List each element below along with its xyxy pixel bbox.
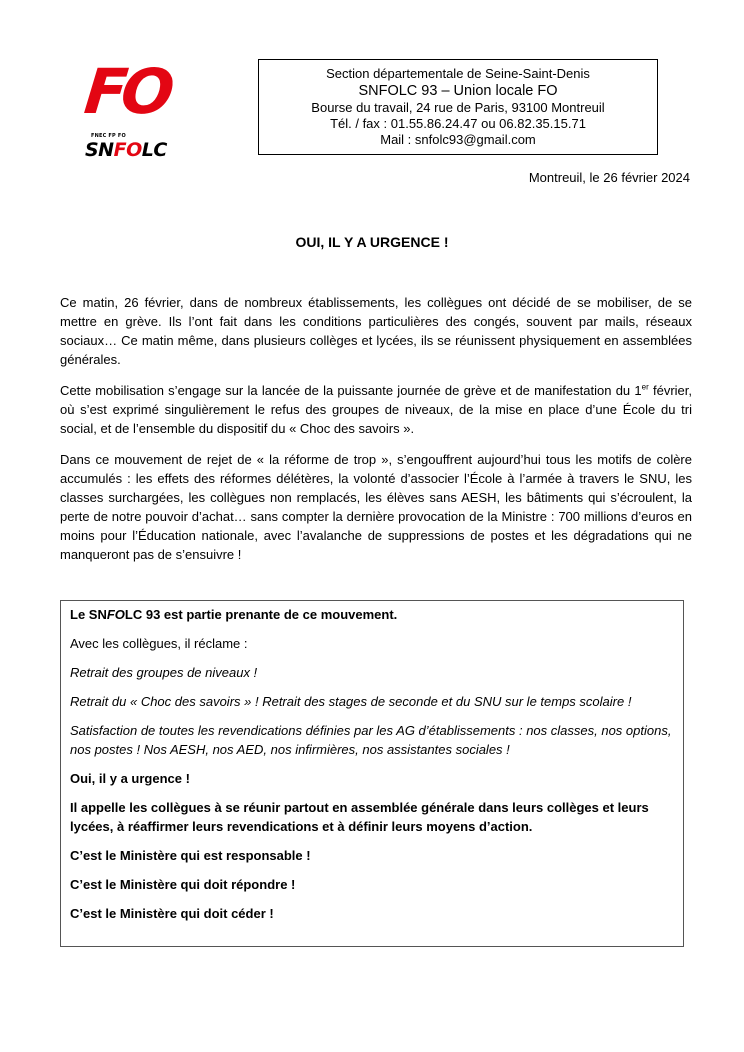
box-intro: Avec les collègues, il réclame : bbox=[70, 636, 248, 651]
paragraph-2 bbox=[60, 381, 692, 438]
ministry-line-3: C’est le Ministère qui doit céder ! bbox=[70, 906, 274, 921]
letterhead-box bbox=[258, 59, 658, 155]
box-heading-fo: FO bbox=[106, 607, 125, 622]
box-heading-post: LC 93 est partie prenante de ce mouvement. bbox=[124, 607, 398, 622]
paragraph-1: Ce matin, 26 février, dans de nombreux établissements, les collègues ont décidé de se mobiliser, de se mettre en grève. Ils l’ont fait dans les conditions particulières des congés, souvent par mails, réseaux sociaux… Ce matin même, dans plusieurs collèges et lycées, ils se réunissent physiquement en assemblées générales. bbox=[60, 295, 692, 367]
fo-logo-text: FO bbox=[81, 55, 172, 128]
call-to-action: Il appelle les collègues à se réunir partout en assemblée générale dans leurs collèges et leurs lycées, à réaffirmer leurs revendications et à définir leurs moyens d’action. bbox=[70, 800, 649, 834]
document-body bbox=[60, 293, 692, 576]
box-heading bbox=[70, 605, 674, 624]
letterhead-union: SNFOLC 93 – Union locale FO bbox=[358, 83, 558, 99]
snfolc-wordmark bbox=[85, 139, 167, 161]
letterhead-mail: Mail : snfolc93@gmail.com bbox=[380, 132, 536, 147]
box-heading-pre: Le SN bbox=[70, 607, 107, 622]
paragraph-2-part-a: Cette mobilisation s’engage sur la lancée de la puissante journée de grève et de manifestation du 1 bbox=[60, 383, 642, 398]
letterhead-section: Section départementale de Seine-Saint-Denis bbox=[326, 66, 590, 81]
paragraph-3: Dans ce mouvement de rejet de « la réforme de trop », s’engouffrent aujourd’hui tous les motifs de colère accumulés : les effets des réformes délétères, la volonté d’associer l’École à l’armée à travers le SNU, les classes surchargées, les collègues non remplacés, les élèves sans AESH, les bâtiments qui s’écroulent, la perte de notre pouvoir d’achat… sans compter la dernière provocation de la Ministre : 700 millions d’euros en moins pour l’Éducation nationale, avec l’avalanche de suppressions de postes et les dégradations qui ne manqueront pas de s’ensuivre ! bbox=[60, 452, 692, 562]
demand-1: Retrait des groupes de niveaux ! bbox=[70, 665, 258, 680]
federation-label: FNEC FP FO bbox=[91, 133, 126, 139]
demand-3: Satisfaction de toutes les revendications définies par les AG d’établissements : nos classes, nos options, nos postes ! Nos AESH, nos AED, nos infirmières, nos assistantes sociales ! bbox=[70, 723, 672, 757]
letterhead-address: Bourse du travail, 24 rue de Paris, 93100 Montreuil bbox=[311, 100, 605, 115]
ministry-line-1: C’est le Ministère qui est responsable ! bbox=[70, 848, 311, 863]
wordmark-sn: SN bbox=[85, 139, 114, 161]
urgency-statement: Oui, il y a urgence ! bbox=[70, 771, 190, 786]
ministry-line-2: C’est le Ministère qui doit répondre ! bbox=[70, 877, 296, 892]
demands-box bbox=[60, 600, 684, 947]
fo-snfolc-logo bbox=[83, 54, 183, 166]
demand-2: Retrait du « Choc des savoirs » ! Retrait des stages de seconde et du SNU sur le temps scolaire ! bbox=[70, 694, 632, 709]
wordmark-lc: LC bbox=[141, 139, 167, 161]
document-date: Montreuil, le 26 février 2024 bbox=[528, 170, 690, 185]
ordinal-superscript: er bbox=[641, 382, 649, 392]
wordmark-fo: FO bbox=[113, 139, 142, 161]
paragraph-2-part-b: février, où s’est exprimé singulièrement le refus des groupes de niveaux, de la mise en place d’une École du tri social, et de l’ensemble du dispositif du « Choc des savoirs ». bbox=[60, 383, 692, 436]
letterhead-phone: Tél. / fax : 01.55.86.24.47 ou 06.82.35.15.71 bbox=[330, 116, 586, 131]
document-title: OUI, IL Y A URGENCE ! bbox=[295, 234, 449, 250]
